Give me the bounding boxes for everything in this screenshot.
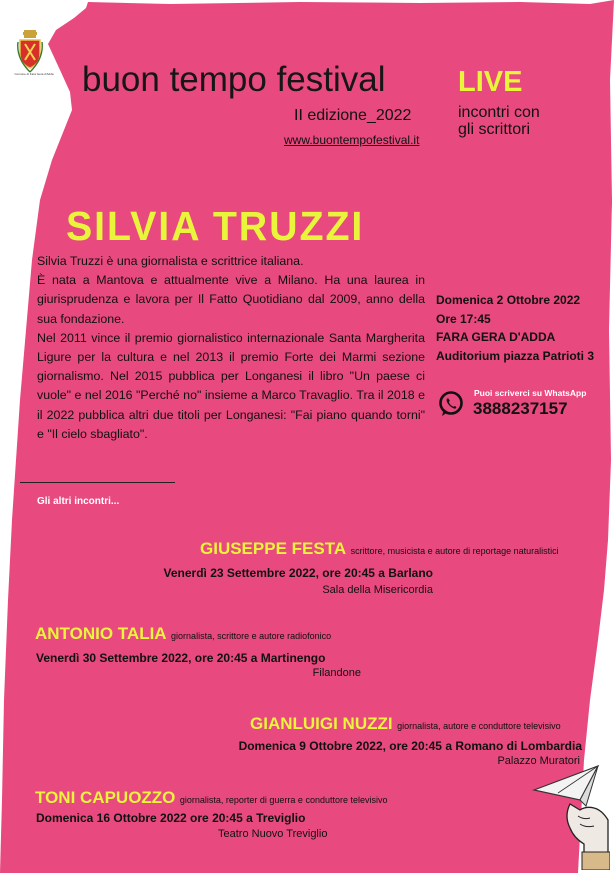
event-author-name: GIANLUIGI NUZZI [250, 714, 393, 733]
paper-plane-hand-illustration [520, 760, 610, 870]
logo-caption: Comune di Fara Gera d'Adda [14, 72, 54, 76]
other-event-2-date: Venerdì 30 Settembre 2022, ore 20:45 a Martinengo [36, 651, 326, 665]
edition-label: II edizione_2022 [294, 107, 412, 124]
event-place: FARA GERA D'ADDA [436, 330, 556, 345]
author-name: SILVIA TRUZZI [66, 203, 365, 249]
other-event-3 [250, 714, 561, 734]
other-event-2-venue: Filandone [312, 667, 361, 679]
website-link[interactable]: www.buontempofestival.it [284, 133, 420, 147]
event-author-desc: scrittore, musicista e autore di reportage naturalistici [350, 546, 559, 556]
event-author-desc: giornalista, autore e conduttore televisivo [397, 721, 561, 731]
other-event-1-date: Venerdì 23 Settembre 2022, ore 20:45 a Barlano [163, 566, 433, 580]
bio-paragraph: Nel 2011 vince il premio giornalistico internazionale Santa Margherita Ligure per la cultura e nel 2013 il premio Forte dei Marmi sezione giornalismo. Nel 2015 pubblica per Longanesi il libro "Un paese ci vuole" e nel 2016 "Perché no" insieme a Marco Travaglio. Tra il 2018 e il 2022 pubblica altri due titoli per Longanesi: "Fai piano quando torni" e "Il cielo sbagliato". [37, 330, 425, 441]
bio-paragraph: Silvia Truzzi è una giornalista e scrittrice italiana. [37, 254, 304, 268]
section-divider [20, 482, 175, 483]
live-subtitle-line-2: gli scrittori [458, 121, 531, 138]
live-subtitle [458, 104, 568, 138]
festival-title: buon tempo festival [82, 60, 386, 99]
bio-paragraph: È nata a Mantova e attualmente vive a Milano. Ha una laurea in giurisprudenza e lavora per Il Fatto Quotidiano dal 2009, anno della sua fondazione. [37, 273, 425, 326]
event-venue: Auditorium piazza Patrioti 3 [436, 348, 595, 363]
event-author-name: TONI CAPUOZZO [35, 788, 176, 807]
author-bio [37, 252, 425, 444]
other-event-1 [200, 539, 559, 559]
other-events-heading: Gli altri incontri... [37, 496, 120, 507]
live-label: LIVE [458, 66, 523, 98]
event-details [436, 291, 594, 365]
event-author-desc: giornalista, reporter di guerra e conduttore televisivo [179, 795, 388, 805]
whatsapp-label: Puoi scriverci su WhatsApp [474, 388, 587, 398]
event-author-desc: giornalista, scrittore e autore radiofonico [171, 631, 332, 641]
other-event-4 [35, 788, 388, 808]
other-event-1-venue: Sala della Misericordia [322, 584, 433, 596]
other-event-4-date: Domenica 16 Ottobre 2022 ore 20:45 a Treviglio [36, 811, 306, 825]
municipality-logo [16, 30, 44, 76]
whatsapp-number[interactable]: 3888237157 [473, 399, 568, 418]
other-event-4-venue: Teatro Nuovo Treviglio [218, 828, 328, 840]
event-time: Ore 17:45 [436, 311, 491, 326]
whatsapp-icon[interactable] [437, 390, 465, 418]
other-event-3-date: Domenica 9 Ottobre 2022, ore 20:45 a Romano di Lombardia [238, 739, 582, 753]
event-date: Domenica 2 Ottobre 2022 [436, 293, 581, 307]
live-subtitle-line-1: incontri con [458, 104, 540, 121]
other-event-2 [35, 624, 331, 644]
event-author-name: ANTONIO TALIA [35, 624, 167, 643]
event-author-name: GIUSEPPE FESTA [200, 539, 347, 558]
other-event-3-venue: Palazzo Muratori [497, 755, 580, 767]
